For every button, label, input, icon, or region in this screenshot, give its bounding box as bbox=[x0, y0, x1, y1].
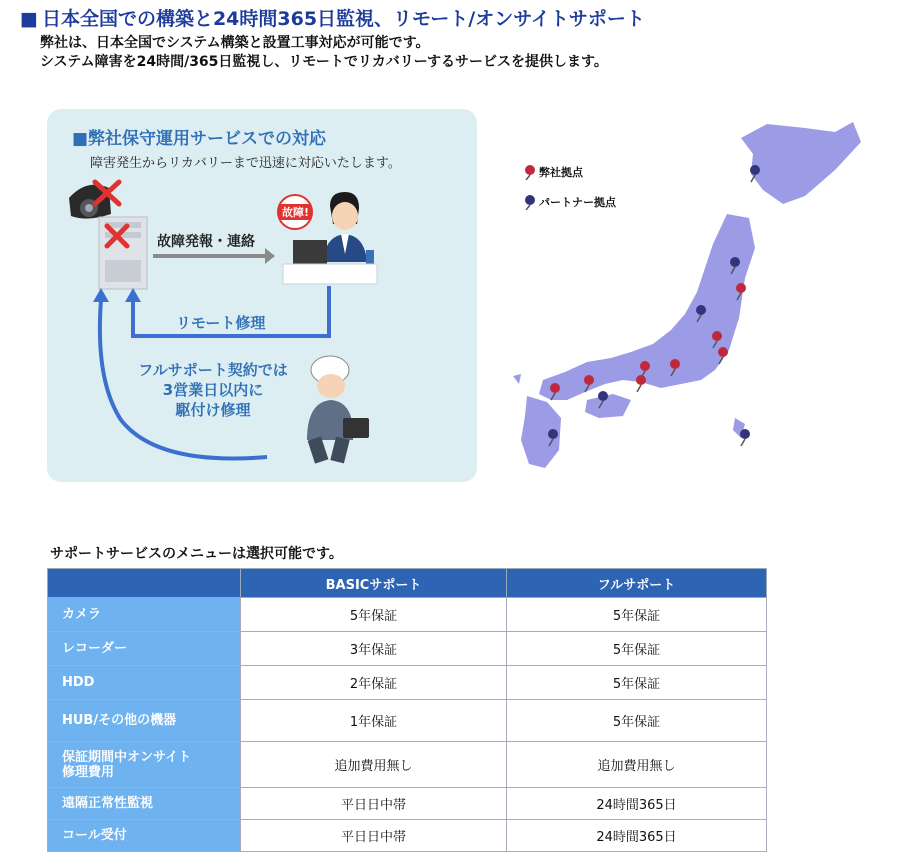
cell-basic: 追加費用無し bbox=[241, 742, 507, 788]
table-row bbox=[48, 788, 767, 820]
desk-icon bbox=[283, 264, 377, 284]
table-row bbox=[48, 742, 767, 788]
cell-basic: 平日日中帯 bbox=[241, 788, 507, 820]
intro-line-1: 弊社は、日本全国でシステム構築と設置工事対応が可能です。 bbox=[40, 35, 430, 51]
title-text: 日本全国での構築と24時間365日監視、リモート/オンサイトサポート bbox=[41, 8, 645, 30]
column-header-full: フルサポート bbox=[507, 569, 767, 598]
full-support-line-1: フルサポート契約では bbox=[138, 361, 288, 379]
cell-basic: 5年保証 bbox=[241, 598, 507, 632]
title-bullet: ■ bbox=[20, 8, 38, 30]
cell-full: 追加費用無し bbox=[507, 742, 767, 788]
row-label-line: レコーダー bbox=[62, 641, 128, 656]
page-title bbox=[20, 4, 645, 31]
cell-basic: 1年保証 bbox=[241, 700, 507, 742]
panel-title: ■弊社保守運用サービスでの対応 bbox=[72, 129, 327, 149]
row-label bbox=[48, 700, 241, 742]
row-label bbox=[48, 598, 241, 632]
intro-text bbox=[40, 34, 608, 72]
cell-basic: 2年保証 bbox=[241, 666, 507, 700]
honshu-shape bbox=[539, 214, 755, 400]
legend-office bbox=[522, 164, 583, 180]
full-support-line-3: 駆付け修理 bbox=[175, 401, 251, 419]
cell-full: 5年保証 bbox=[507, 632, 767, 666]
navy-pin-icon bbox=[522, 194, 536, 210]
cell-full: 5年保証 bbox=[507, 598, 767, 632]
cell-full: 24時間365日 bbox=[507, 788, 767, 820]
column-header-basic: BASICサポート bbox=[241, 569, 507, 598]
legend-partner-label: パートナー拠点 bbox=[539, 196, 616, 209]
row-label-line: コール受付 bbox=[62, 828, 127, 843]
support-menu-table bbox=[47, 568, 767, 852]
cell-full: 24時間365日 bbox=[507, 820, 767, 852]
technician-icon bbox=[307, 356, 369, 464]
row-label bbox=[48, 788, 241, 820]
row-label-line: 保証期間中オンサイト bbox=[62, 749, 192, 765]
okinawa-shape bbox=[513, 374, 521, 384]
table-header-row bbox=[48, 569, 767, 598]
row-label-line: カメラ bbox=[62, 607, 102, 622]
failure-bubble-label: 故障! bbox=[282, 206, 310, 219]
hokkaido-shape bbox=[741, 122, 861, 204]
shikoku-shape bbox=[585, 394, 631, 418]
row-label-line: 遠隔正常性監視 bbox=[62, 796, 154, 811]
row-label-line: HDD bbox=[62, 675, 95, 690]
row-label-line: HUB/その他の機器 bbox=[62, 713, 177, 728]
cell-basic: 3年保証 bbox=[241, 632, 507, 666]
cell-full: 5年保証 bbox=[507, 666, 767, 700]
column-header-item bbox=[48, 569, 241, 598]
remote-arrow-head bbox=[125, 288, 141, 302]
table-caption: サポートサービスのメニューは選択可能です。 bbox=[50, 546, 343, 562]
red-pin-icon bbox=[636, 375, 646, 392]
row-label bbox=[48, 666, 241, 700]
legend-office-label: 弊社拠点 bbox=[539, 166, 583, 179]
onsite-arrow-head bbox=[93, 288, 109, 302]
navy-pin-icon bbox=[740, 429, 750, 446]
row-label bbox=[48, 742, 241, 788]
full-support-line-2: 3営業日以内に bbox=[162, 381, 264, 399]
table-row bbox=[48, 820, 767, 852]
row-label bbox=[48, 632, 241, 666]
table-row bbox=[48, 632, 767, 666]
panel-subtitle: 障害発生からリカバリーまで迅速に対応いたします。 bbox=[90, 156, 401, 171]
full-support-label bbox=[128, 360, 298, 420]
row-label-line: 修理費用 bbox=[62, 764, 115, 780]
report-label: 故障発報・連絡 bbox=[157, 234, 255, 250]
row-label bbox=[48, 820, 241, 852]
legend-partner bbox=[522, 194, 616, 210]
remote-repair-label: リモート修理 bbox=[176, 314, 266, 332]
table-row bbox=[48, 700, 767, 742]
red-pin-icon bbox=[522, 164, 536, 180]
cell-full: 5年保証 bbox=[507, 700, 767, 742]
table-row bbox=[48, 666, 767, 700]
intro-line-2: システム障害を24時間/365日監視し、リモートでリカバリーするサービスを提供します。 bbox=[40, 54, 608, 70]
table-row bbox=[48, 598, 767, 632]
cell-basic: 平日日中帯 bbox=[241, 820, 507, 852]
